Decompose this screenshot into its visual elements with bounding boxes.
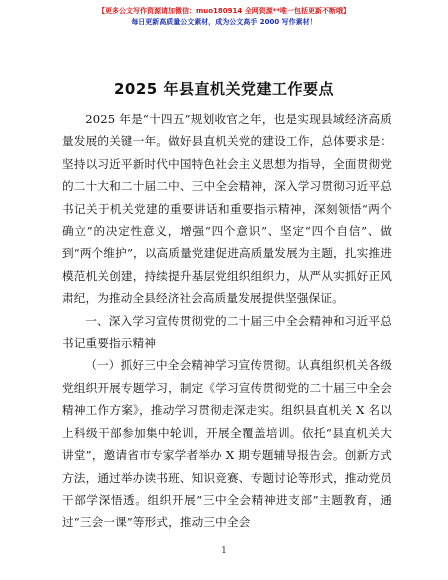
paragraph-intro: 2025 年是“十四五”规划收官之年，也是实现县域经济高质量发展的关键一年。做好县直机关党的建设工作，总体要求是：坚持以习近平新时代中国特色社会主义思想为指导，全面贯彻党的二十大和二十届二中、三中全会精神，深入学习贯彻习近平总书记关于机关党建的重要讲话和重要指示精神，深刻领悟“两个确立”的决定性意义，增强“四个意识”、坚定“四个自信”、做到“两个维护”，以高质量党建促进高质量发展为主题，扎实推进模范机关创建，持续提升基层党组织组织力，从严从实抓好正风肃纪，为推动全县经济社会高质量发展提供坚强保证。 (62, 112, 392, 306)
page-number: 1 (221, 546, 227, 556)
promo-banner-line-1: 【更多公文写作资源请加微信：muo180914 全网资源**唯一包括更新不断哦】 (97, 7, 351, 15)
document-body (62, 108, 392, 534)
section-heading-1: 一、深入学习宣传贯彻党的二十届三中全会精神和习近平总书记重要指示精神 (62, 313, 392, 351)
promo-banner (0, 6, 448, 28)
promo-banner-line-2: 每日更新高质量公文素材，成为公文高手 2000 写作素材！ (131, 18, 317, 26)
document-title: 2025 年县直机关党建工作要点 (114, 80, 334, 98)
paragraph-subsection-1: （一）抓好三中全会精神学习宣传贯彻。认真组织机关各级党组织开展专题学习，制定《学习宣传贯彻党的二十届三中全会精神工作方案》，推动学习贯彻走深走实。组织县直机关 X 名以上科级干部参加集中轮训，开展全覆盖培训。依托“县直机关大讲堂”，邀请省市专家学者举办 X 期专题辅导报告会。创新方式方法，通过举办读书班、知识竞赛、专题讨论等形式，推动党员干部学深悟透。组织开展“三中全会精神进支部”主题教育，通过“三会一课”等形式，推动三中全会 (62, 358, 392, 530)
